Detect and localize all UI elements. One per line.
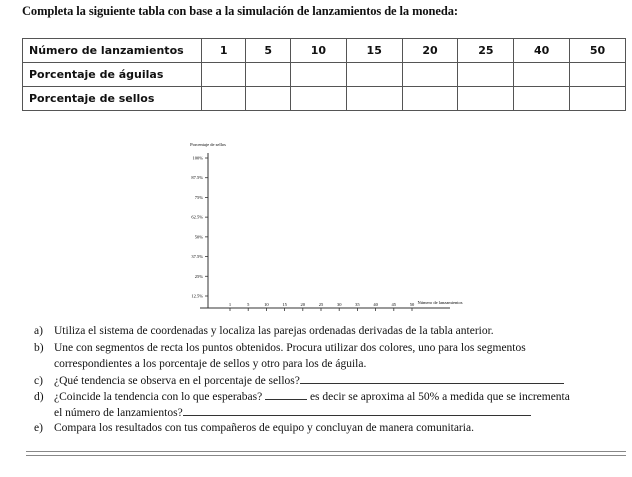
answer-line[interactable]	[26, 455, 626, 456]
question-a	[34, 324, 494, 338]
throws-cell: 1	[202, 39, 246, 63]
answer-cell[interactable]	[246, 63, 290, 87]
row-label-aguilas: Porcentaje de águilas	[23, 63, 202, 87]
question-label: c)	[34, 375, 43, 387]
x-tick-label: 10	[264, 302, 269, 307]
question-label: d)	[34, 391, 44, 403]
throws-cell: 50	[570, 39, 626, 63]
question-label: b)	[34, 342, 44, 354]
question-text: correspondientes a los porcentaje de sellos y otro para los de águila.	[54, 358, 367, 370]
throws-cell: 5	[246, 39, 290, 63]
throws-cell: 15	[346, 39, 402, 63]
question-text: Compara los resultados con tus compañeros de equipo y concluyan de manera comunitaria.	[54, 422, 474, 434]
question-text: Utiliza el sistema de coordenadas y localiza las parejas ordenadas derivadas de la tabla anterior.	[54, 325, 494, 337]
answer-cell[interactable]	[290, 87, 346, 111]
x-tick-label: 50	[409, 302, 415, 307]
question-c	[34, 373, 564, 388]
question-text: ¿Qué tendencia se observa en el porcentaje de sellos?	[54, 375, 300, 387]
answer-cell[interactable]	[246, 87, 290, 111]
table-header-row	[23, 39, 626, 63]
header-label-cell: Número de lanzamientos	[23, 39, 202, 63]
x-tick-label: 30	[336, 302, 342, 307]
throws-cell: 25	[458, 39, 514, 63]
throws-cell: 10	[290, 39, 346, 63]
answer-cell[interactable]	[202, 63, 246, 87]
answer-blank-d2[interactable]	[183, 405, 531, 416]
question-text: es decir se aproxima al 50% a medida que se incrementa	[309, 391, 570, 403]
y-tick-label: 62.5%	[191, 214, 203, 220]
table-row-aguilas	[23, 63, 626, 87]
y-tick-label: 87.5%	[191, 175, 203, 181]
answer-cell[interactable]	[346, 63, 402, 87]
question-label: a)	[34, 325, 43, 337]
results-table	[22, 38, 626, 111]
question-text: ¿Coincide la tendencia con lo que esperabas?	[54, 391, 263, 403]
answer-cell[interactable]	[514, 87, 570, 111]
question-text: Une con segmentos de recta los puntos obtenidos. Procura utilizar dos colores, uno para los segmentos	[54, 342, 526, 354]
question-text: el número de lanzamientos?	[54, 407, 183, 419]
coordinate-plane-chart[interactable]	[150, 136, 480, 316]
answer-cell[interactable]	[290, 63, 346, 87]
question-label: e)	[34, 422, 43, 434]
x-axis-label: Número de lanzamientos	[417, 300, 463, 305]
x-tick-label: 40	[373, 302, 378, 307]
answer-cell[interactable]	[402, 87, 458, 111]
y-tick-label: 75%	[194, 194, 203, 200]
row-label-sellos: Porcentaje de sellos	[23, 87, 202, 111]
x-tick-label: 15	[282, 302, 287, 307]
throws-cell: 40	[514, 39, 570, 63]
answer-cell[interactable]	[570, 63, 626, 87]
y-tick-label: 12.5%	[191, 293, 203, 299]
question-d-continued	[54, 405, 531, 420]
throws-cell: 20	[402, 39, 458, 63]
question-e	[34, 421, 474, 435]
answer-cell[interactable]	[570, 87, 626, 111]
answer-blank-d[interactable]	[265, 389, 307, 400]
x-tick-label: 5	[247, 302, 250, 307]
question-b	[34, 341, 526, 355]
answer-cell[interactable]	[458, 63, 514, 87]
y-tick-label: 25%	[194, 273, 203, 279]
question-b-continued	[54, 357, 366, 371]
x-tick-label: 25	[318, 302, 324, 307]
x-tick-label: 20	[300, 302, 306, 307]
x-tick-label: 35	[355, 302, 360, 307]
answer-line[interactable]	[26, 451, 626, 452]
answer-blank-c[interactable]	[300, 373, 564, 384]
answer-cell[interactable]	[514, 63, 570, 87]
instruction-title: Completa la siguiente tabla con base a la simulación de lanzamientos de la moneda:	[22, 4, 458, 18]
y-tick-label: 50%	[194, 234, 203, 240]
answer-cell[interactable]	[402, 63, 458, 87]
x-tick-label: 1	[228, 302, 232, 307]
x-tick-label: 45	[391, 302, 397, 307]
answer-cell[interactable]	[458, 87, 514, 111]
y-tick-label: 37.5%	[191, 254, 203, 260]
y-tick-label: 100%	[192, 155, 203, 161]
question-d	[34, 389, 570, 404]
y-axis-label: Porcentaje de sellos	[190, 142, 226, 147]
table-row-sellos	[23, 87, 626, 111]
answer-cell[interactable]	[202, 87, 246, 111]
answer-cell[interactable]	[346, 87, 402, 111]
